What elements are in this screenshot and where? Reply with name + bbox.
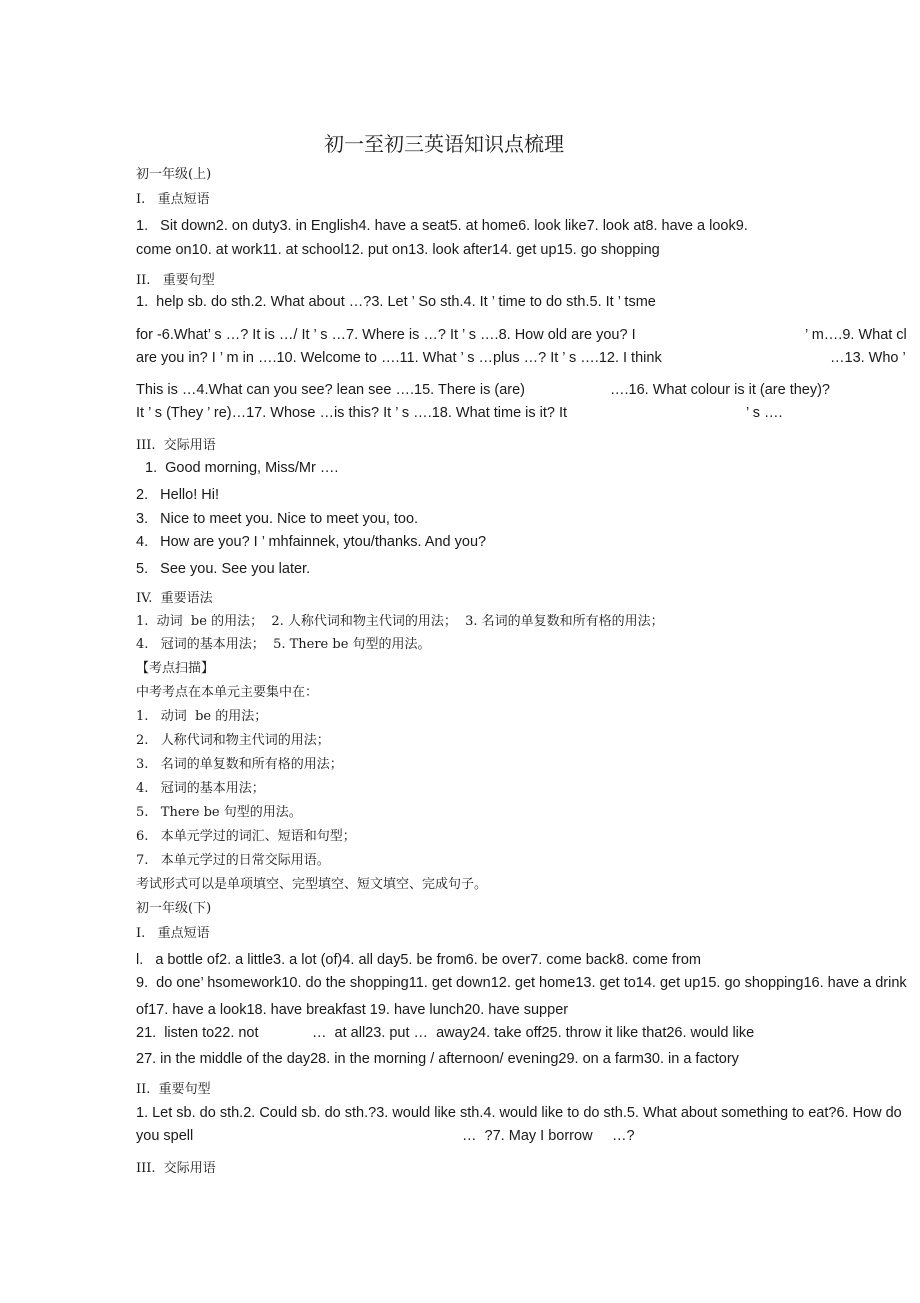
text-line: 27. in the middle of the day28. in the morning / afternoon/ evening29. on a farm30. in a factory bbox=[136, 1051, 739, 1067]
list-item: 3. 名词的单复数和所有格的用法； bbox=[136, 757, 343, 772]
text-line: 考试形式可以是单项填空、完型填空、短文填空、完成句子。 bbox=[136, 877, 488, 892]
section-heading-expressions: III. 交际用语 bbox=[136, 1161, 216, 1176]
text-line: l. a bottle of2. a little3. a lot (of)4. all day5. be from6. be over7. come back8. come from bbox=[136, 952, 701, 968]
text-line-right: ’ m….9. What cl bbox=[805, 327, 907, 343]
text-line-right: ’ s …. bbox=[746, 405, 783, 421]
grade-heading-7b: 初一年级(下) bbox=[136, 901, 212, 916]
text-line: 1. Let sb. do sth.2. Could sb. do sth.?3. would like sth.4. would like to do sth.5. What about something to eat?6. How do bbox=[136, 1105, 902, 1121]
section-heading-phrases: I. 重点短语 bbox=[136, 926, 210, 941]
text-line: It ’ s (They ’ re)…17. Whose …is this? It ’ s ….18. What time is it? It bbox=[136, 405, 568, 421]
list-item: 1. 动词 be 的用法； bbox=[136, 709, 268, 724]
text-line-right: ….16. What colour is it (are they)? bbox=[610, 382, 830, 398]
list-item: 1. Good morning, Miss/Mr …. bbox=[145, 460, 339, 476]
list-item: 4. How are you? I ’ mhfainnek, ytou/thanks. And you? bbox=[136, 534, 487, 550]
text-line: for -6.What’ s …? It is …/ It ’ s …7. Where is …? It ’ s ….8. How old are you? I bbox=[136, 327, 636, 343]
list-item: 6. 本单元学过的词汇、短语和句型； bbox=[136, 829, 356, 844]
text-line: This is …4.What can you see? lean see ….15. There is (are) bbox=[136, 382, 525, 398]
list-item: 4. 冠词的基本用法； bbox=[136, 781, 265, 796]
text-line: 9. do one’ hsomework10. do the shopping11. get down12. get home13. get to14. get up15. go shopping16. have a drink bbox=[136, 975, 907, 991]
text-line: 1. 动词 be 的用法； 2. 人称代词和物主代词的用法； 3. 名词的单复数和所有格的用法； bbox=[136, 614, 664, 629]
text-line: 1. help sb. do sth.2. What about …?3. Let ’ So sth.4. It ’ time to do sth.5. It ’ tsme bbox=[136, 294, 656, 310]
list-item: 2. 人称代词和物主代词的用法； bbox=[136, 733, 330, 748]
section-heading-sentences: II. 重要句型 bbox=[136, 1082, 211, 1097]
text-line: 1. Sit down2. on duty3. in English4. have a seat5. at home6. look like7. look at8. have a look9. bbox=[136, 218, 748, 234]
exam-points-heading: 【考点扫描】 bbox=[136, 661, 215, 676]
text-line-right: …13. Who ’ bbox=[830, 350, 906, 366]
text-line: of17. have a look18. have breakfast 19. have lunch20. have supper bbox=[136, 1002, 569, 1018]
text-line: come on10. at work11. at school12. put on13. look after14. get up15. go shopping bbox=[136, 242, 660, 258]
text-line: 21. listen to22. not bbox=[136, 1025, 259, 1041]
grade-heading-7a: 初一年级(上) bbox=[136, 167, 212, 182]
text-line-right: … at all23. put … away24. take off25. throw it like that26. would like bbox=[312, 1025, 755, 1041]
list-item: 2. Hello! Hi! bbox=[136, 487, 219, 503]
page-title: 初一至初三英语知识点梳理 bbox=[324, 132, 564, 156]
section-heading-grammar: IV. 重要语法 bbox=[136, 591, 213, 606]
list-item: 5. See you. See you later. bbox=[136, 561, 311, 577]
text-line: 4. 冠词的基本用法； 5. There be 句型的用法。 bbox=[136, 637, 431, 652]
list-item: 5. There be 句型的用法。 bbox=[136, 805, 302, 820]
section-heading-sentences: II. 重要句型 bbox=[136, 273, 215, 288]
text-line: are you in? I ’ m in ….10. Welcome to ….11. What ’ s …plus …? It ’ s ….12. I think bbox=[136, 350, 662, 366]
list-item: 7. 本单元学过的日常交际用语。 bbox=[136, 853, 330, 868]
section-heading-phrases: I. 重点短语 bbox=[136, 192, 210, 207]
text-line-right: …? bbox=[612, 1128, 635, 1144]
section-heading-expressions: III. 交际用语 bbox=[136, 438, 216, 453]
text-line: you spell bbox=[136, 1128, 194, 1144]
text-line: 中考考点在本单元主要集中在： bbox=[136, 685, 319, 700]
list-item: 3. Nice to meet you. Nice to meet you, too. bbox=[136, 511, 419, 527]
text-line-right: … ?7. May I borrow bbox=[462, 1128, 593, 1144]
